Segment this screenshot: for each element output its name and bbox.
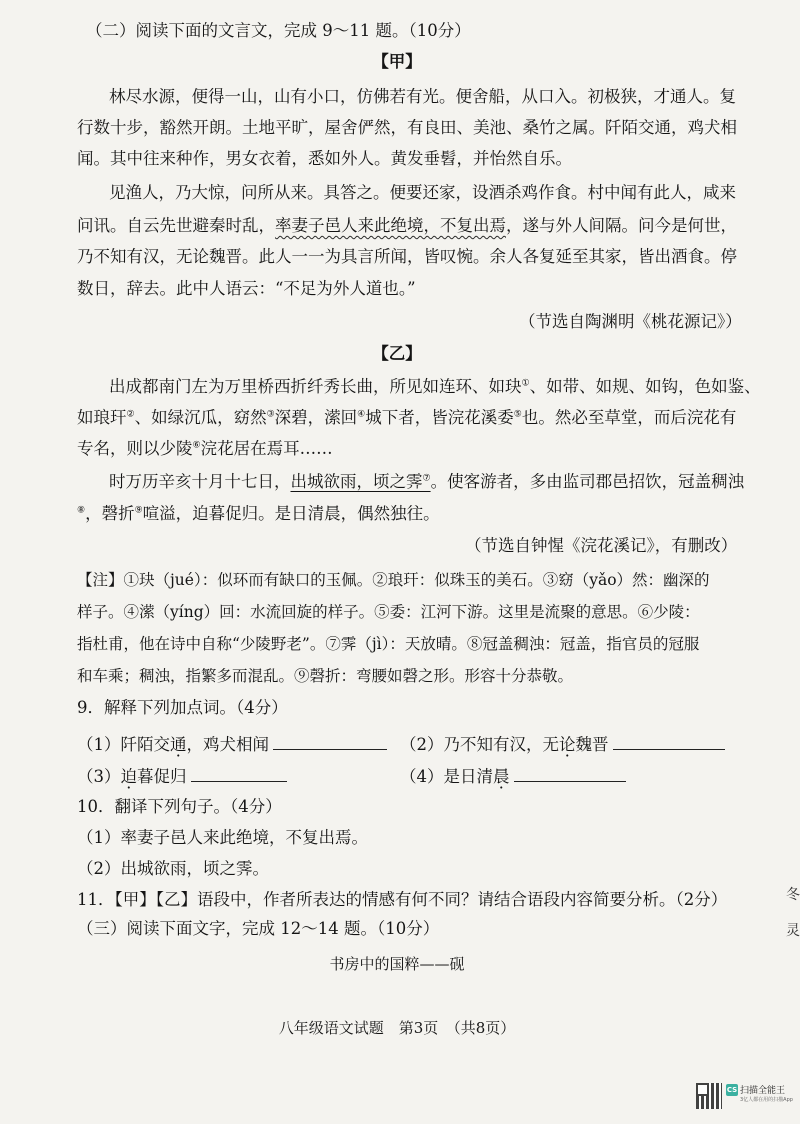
- yi-text: 、如带、如规、如钩，色如鉴、: [529, 377, 761, 396]
- footnote-marker: ⑧: [77, 505, 86, 516]
- section2-heading: （二）阅读下面的文言文，完成 9～11 题。（10分）: [86, 21, 471, 40]
- yi-text: 浣花居在焉耳……: [200, 439, 333, 458]
- yi-label: 【乙】: [372, 344, 422, 363]
- q9-text: 暮促归: [137, 767, 187, 786]
- answer-blank[interactable]: [514, 763, 626, 782]
- q9-text: （4）是日清: [400, 767, 493, 786]
- yi-underlined-sentence: [291, 472, 431, 491]
- jia-wavy-underlined-sentence: 率妻子邑人来此绝境，不复出焉: [275, 216, 506, 235]
- q9-item-3: [77, 763, 287, 788]
- jia-text: ，遂与外人间隔。问今是何世，: [506, 216, 737, 235]
- q9-item-1: [77, 731, 387, 756]
- q10-sentence-2: （2）出城欲雨，顷之霁。: [77, 859, 269, 878]
- scanner-title: 扫描全能王: [740, 1086, 786, 1096]
- scanner-logo-icon: CS: [726, 1086, 738, 1094]
- answer-blank[interactable]: [191, 763, 287, 782]
- yi-text: 时万历辛亥十月十七日，: [109, 472, 291, 491]
- footnote-marker: ⑨: [134, 505, 143, 516]
- jia-label: 【甲】: [372, 52, 422, 71]
- q10-stem: 10．翻译下列句子。（4分）: [77, 797, 282, 816]
- q9-text: ，鸡犬相闻: [186, 735, 269, 754]
- edge-cutoff-text: 冬: [786, 887, 800, 903]
- footnote-marker: ①: [521, 378, 530, 389]
- dotted-word: 通: [170, 735, 187, 754]
- yi-text: 喧溢，迫暮促归。是日清晨，偶然独往。: [142, 504, 440, 523]
- yi-underlined-text: 出城欲雨，顷之霁: [290, 472, 423, 491]
- q11-stem: 11．【甲】【乙】语段中，作者所表达的情感有何不同？请结合语段内容简要分析。（2分）: [77, 890, 728, 909]
- yi-text: 也。然必至草堂，而后浣花有: [521, 408, 737, 427]
- yi-text: 专名，则以少陵: [77, 439, 193, 458]
- answer-blank[interactable]: [613, 731, 725, 750]
- jia-line: 林尽水源，便得一山，山有小口，仿佛若有光。便舍船，从口入。初极狭，才通人。复: [109, 87, 736, 106]
- yi-line: [77, 503, 440, 525]
- q9-text: （1）阡陌交: [77, 735, 170, 754]
- jia-line: 闻。其中往来种作，男女衣着，悉如外人。黄发垂髫，并怡然自乐。: [77, 149, 572, 168]
- yi-text: 出成都南门左为万里桥西折纤秀长曲，所见如连环、如玦: [109, 377, 522, 396]
- yi-text: 深碧，潆回: [274, 408, 358, 427]
- footnote-marker: ②: [126, 409, 135, 420]
- q10-sentence-1: （1）率妻子邑人来此绝境，不复出焉。: [77, 828, 368, 847]
- answer-blank[interactable]: [273, 731, 387, 750]
- q9-text: 魏晋: [575, 735, 609, 754]
- yi-line: [109, 471, 744, 493]
- q9-text: （3）: [77, 767, 121, 786]
- notes-line: 和车乘；稠浊，指繁多而混乱。⑨磬折：弯腰如磬之形。形容十分恭敬。: [77, 667, 574, 685]
- yi-text: 城下者，皆浣花溪委: [365, 408, 514, 427]
- dotted-word: 论: [559, 735, 576, 754]
- yi-text: 如琅玕: [77, 408, 127, 427]
- notes-line: 样子。④潆（yíng）回：水流回旋的样子。⑤委：江河下游。这里是流聚的意思。⑥少陵：: [77, 603, 700, 621]
- page-footer: 八年级语文试题 第3页 （共8页）: [278, 1019, 516, 1037]
- q9-item-2: [400, 731, 725, 756]
- dotted-word: 迫: [120, 767, 137, 786]
- footnote-marker: ⑥: [192, 440, 201, 451]
- jia-line: 见渔人，乃大惊，问所从来。具答之。便要还家，设酒杀鸡作食。村中闻有此人，咸来: [109, 183, 736, 202]
- footnote-marker: ⑦: [422, 473, 431, 484]
- jia-line: 行数十步，豁然开朗。土地平旷，屋舍俨然，有良田、美池、桑竹之属。阡陌交通，鸡犬相: [77, 118, 737, 137]
- jia-source: （节选自陶渊明《桃花源记》）: [519, 312, 742, 331]
- yi-line: [77, 438, 333, 460]
- yi-line: [109, 376, 761, 398]
- footnote-marker: ⑤: [513, 409, 522, 420]
- q9-stem: 9．解释下列加点词。（4分）: [77, 698, 288, 717]
- q9-text: （2）乃不知有汉，无: [400, 735, 559, 754]
- jia-text: 问讯。自云先世避秦时乱，: [77, 216, 275, 235]
- jia-line: 乃不知有汉，无论魏晋。此人一一为具言所闻，皆叹惋。余人各复延至其家，皆出酒食。停: [77, 247, 737, 266]
- yi-text: 、如绿沉瓜，窈然: [134, 408, 267, 427]
- footnote-marker: ③: [266, 409, 275, 420]
- notes-line: 【注】①玦（jué）：似环而有缺口的玉佩。②琅玕：似珠玉的美石。③窈（yǎo）然：幽深的: [77, 571, 710, 589]
- edge-cutoff-text: 灵: [786, 923, 800, 939]
- scanner-watermark: [726, 1083, 793, 1109]
- yi-text: 。使客游者，多由监司郡邑招饮，冠盖稠浊: [430, 472, 745, 491]
- scanner-subtitle: 3亿人都在用的扫描App: [740, 1097, 793, 1103]
- jia-line: 数日，辞去。此中人语云：“不足为外人道也。”: [77, 279, 416, 298]
- notes-line: 指杜甫，他在诗中自称“少陵野老”。⑦霁（jì）：天放晴。⑧冠盖稠浊：冠盖，指官员的冠服: [77, 635, 700, 653]
- yi-line: [77, 407, 736, 429]
- q9-item-4: [400, 763, 626, 788]
- section3-heading: （三）阅读下面文字，完成 12～14 题。（10分）: [77, 919, 440, 938]
- yi-source: （节选自钟惺《浣花溪记》，有删改）: [465, 536, 738, 555]
- dotted-word: 晨: [493, 767, 510, 786]
- footnote-marker: ④: [357, 409, 366, 420]
- jia-line: [77, 215, 737, 237]
- qr-code-icon: [696, 1083, 722, 1109]
- article-title: 书房中的国粹——砚: [329, 955, 465, 973]
- yi-text: ，磬折: [85, 504, 135, 523]
